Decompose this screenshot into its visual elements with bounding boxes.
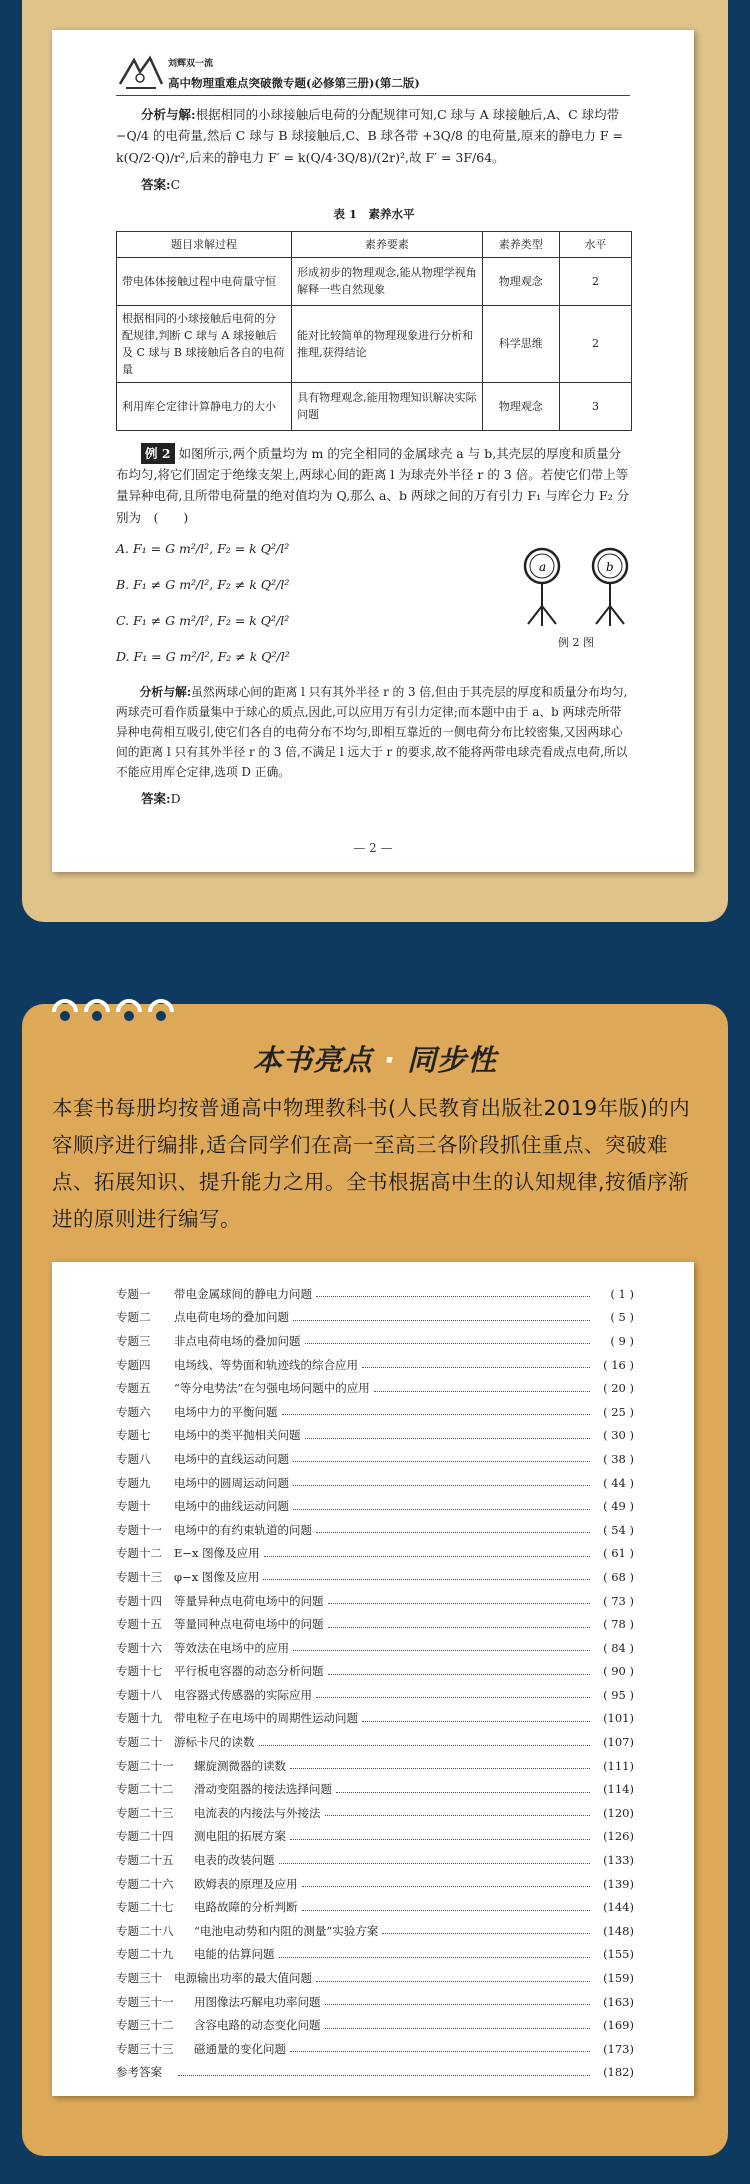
toc-entry <box>116 1306 634 1330</box>
toc-entry-number: 专题二十一 <box>116 1758 174 1773</box>
toc-entry-title: 螺旋测微器的读数 <box>194 1758 286 1773</box>
toc-leader-dots <box>290 1839 590 1840</box>
sphere-b-label: b <box>606 559 614 574</box>
toc-entry-title: 含容电路的动态变化问题 <box>194 2018 321 2033</box>
option-b: B. F₁ ≠ G m²/l², F₂ ≠ k Q²/l² <box>116 576 290 592</box>
toc-entry <box>116 1518 634 1542</box>
toc-entry-number: 专题三十一 <box>116 1994 174 2009</box>
table-cell: 根据相同的小球接触后电荷的分配规律,判断 C 球与 A 球接触后及 C 球与 B 球接触后各自的电荷量 <box>117 305 292 382</box>
example-2 <box>116 443 632 528</box>
toc-entry-number: 专题二十九 <box>116 1947 174 1962</box>
toc-entry-title: 用图像法巧解电功率问题 <box>194 1994 321 2009</box>
toc-entry <box>116 1612 634 1636</box>
table-cell: 具有物理观念,能用物理知识解决实际问题 <box>292 382 483 430</box>
toc-leader-dots <box>325 2028 591 2029</box>
analysis-text: 虽然两球心间的距离 l 只有其外半径 r 的 3 倍,但由于其壳层的厚度和质量分布均匀,两球壳可看作质量集中于球心的质点,因此,可以应用万有引力定律;而本题中由于 a、b 两球壳所带异种电荷相互吸引,使它们各自的电荷分布不均匀,即相互靠近的一侧电荷分布比较密集,又因两球心间的距离 l 只有其外半径 r 的 3 倍,不满足 l 远大于 r 的要求,故不能将两带电球壳看成点电荷,所以不能应用库仑定律,选项 D 正确。 <box>116 684 628 779</box>
toc-entry-title: 等量同种点电荷电场中的问题 <box>174 1617 324 1632</box>
toc-leader-dots <box>293 1509 590 1510</box>
toc-entry <box>116 1919 634 1943</box>
example-figure <box>516 536 636 636</box>
toc-entry-page: ( 38 ) <box>603 1451 634 1466</box>
toc-entry-title: 电场中的有约束轨道的问题 <box>174 1522 312 1537</box>
sphere-a-label: a <box>539 559 547 574</box>
toc-leader-dots <box>325 2004 591 2005</box>
toc-entry-page: (114) <box>603 1782 634 1797</box>
toc-entry-title: 等量异种点电荷电场中的问题 <box>174 1593 324 1608</box>
toc-entry <box>116 1990 634 2014</box>
toc-entry-title: 非点电荷电场的叠加问题 <box>174 1333 301 1348</box>
table-cell: 带电体体接触过程中电荷量守恒 <box>117 257 292 305</box>
page-number: — 2 — <box>353 841 393 855</box>
answer-1 <box>116 174 632 195</box>
toc-entry-page: ( 5 ) <box>610 1310 634 1325</box>
toc-entry <box>116 1542 634 1566</box>
toc-entry-title: φ−x 图像及应用 <box>174 1569 260 1584</box>
toc-leader-dots <box>293 1320 590 1321</box>
literacy-table <box>116 231 632 431</box>
table-cell: 2 <box>559 305 631 382</box>
toc-leader-dots <box>328 1627 591 1628</box>
toc-leader-dots <box>290 1768 590 1769</box>
toc-entry <box>116 1872 634 1896</box>
toc-entry-page: ( 16 ) <box>603 1357 634 1372</box>
toc-leader-dots <box>382 1933 590 1934</box>
section-intro: 本套书每册均按普通高中物理教科书(人民教育出版社2019年版)的内容顺序进行编排,适合同学们在高一至高三各阶段抓住重点、突破难点、拓展知识、提升能力之用。全书根据高中生的认知规律,按循序渐进的原则进行编写。 <box>52 1096 691 1231</box>
table-title: 表 1 素养水平 <box>333 207 415 221</box>
toc-entry <box>116 1683 634 1707</box>
analysis-label: 分析与解: <box>139 684 192 699</box>
toc-leader-dots <box>279 1863 591 1864</box>
toc-entry-page: (107) <box>603 1735 634 1750</box>
toc-entry-title: 电路故障的分析判断 <box>194 1900 298 1915</box>
toc-page <box>52 1262 694 2096</box>
toc-entry-page: (173) <box>603 2041 634 2056</box>
toc-entry-page: ( 25 ) <box>603 1404 634 1419</box>
toc-entry <box>116 2013 634 2037</box>
table-row <box>117 257 632 305</box>
toc-entry-title: 滑动变阻器的接法选择问题 <box>194 1782 332 1797</box>
toc-entry-number: 专题二 <box>116 1310 151 1325</box>
toc-leader-dots <box>263 1579 590 1580</box>
toc-entry-title: 磁通量的变化问题 <box>194 2041 286 2056</box>
toc-entry-page: (155) <box>603 1947 634 1962</box>
toc-entry <box>116 1825 634 1849</box>
toc-entry <box>116 1376 634 1400</box>
toc-entry-page: (159) <box>603 1971 634 1986</box>
toc-entry-number: 专题十 <box>116 1499 151 1514</box>
toc-leader-dots <box>264 1556 590 1557</box>
toc-entry-number: 专题十四 <box>116 1593 162 1608</box>
toc-entry-title: 游标卡尺的读数 <box>174 1735 255 1750</box>
table-cell: 能对比较简单的物理现象进行分析和推理,获得结论 <box>292 305 483 382</box>
toc-entry-number: 专题十六 <box>116 1640 162 1655</box>
toc-entry-number: 专题十二 <box>116 1546 162 1561</box>
table-cell: 物理观念 <box>482 257 559 305</box>
toc-entry <box>116 1471 634 1495</box>
toc-entry-number: 专题十一 <box>116 1522 162 1537</box>
toc-entry-page: (111) <box>603 1758 634 1773</box>
table-header: 素养要素 <box>292 231 483 257</box>
toc-entry <box>116 1494 634 1518</box>
toc-entry <box>116 1707 634 1731</box>
toc-entry-title: 电场中的圆周运动问题 <box>174 1475 289 1490</box>
toc-entry-page: ( 73 ) <box>603 1593 634 1608</box>
toc-entry <box>116 1400 634 1424</box>
toc-entry <box>116 1801 634 1825</box>
toc-entry-page: ( 20 ) <box>603 1381 634 1396</box>
toc-entry <box>116 1424 634 1448</box>
options-block <box>116 534 632 676</box>
section-title-main: 本书亮点 <box>252 1043 373 1077</box>
toc-entry <box>116 1282 634 1306</box>
table-cell: 利用库仑定律计算静电力的大小 <box>117 382 292 430</box>
option-c: C. F₁ ≠ G m²/l², F₂ = k Q²/l² <box>116 612 290 628</box>
toc-entry-number: 专题六 <box>116 1404 151 1419</box>
toc-leader-dots <box>302 1886 591 1887</box>
toc-entry-title: 电场中的曲线运动问题 <box>174 1499 289 1514</box>
toc-entry-number: 专题九 <box>116 1475 151 1490</box>
toc-entry-number: 专题二十七 <box>116 1900 174 1915</box>
table-cell: 科学思维 <box>482 305 559 382</box>
toc-entry-title: 电容器式传感器的实际应用 <box>174 1687 312 1702</box>
toc-leader-dots <box>328 1603 591 1604</box>
toc-entry-number: 专题二十八 <box>116 1923 174 1938</box>
toc-entry-page: ( 68 ) <box>603 1569 634 1584</box>
toc-entry-number: 专题五 <box>116 1381 151 1396</box>
analysis-paragraph-2 <box>116 682 632 782</box>
toc-leader-dots <box>316 1296 590 1297</box>
table-cell: 物理观念 <box>482 382 559 430</box>
page-header <box>116 54 630 96</box>
toc-leader-dots <box>282 1414 591 1415</box>
toc-entry-title: “电池电动势和内阻的测量”实验方案 <box>194 1923 379 1938</box>
logo-icon <box>116 54 166 92</box>
toc-entry-title: 电场中的类平抛相关问题 <box>174 1428 301 1443</box>
answer-label: 答案: <box>141 791 171 807</box>
toc-entry <box>116 1966 634 1990</box>
toc-entry-number: 专题二十四 <box>116 1829 174 1844</box>
toc-entry-title: 等效法在电场中的应用 <box>174 1640 289 1655</box>
answer-value: D <box>170 791 181 807</box>
toc-entry-page: ( 78 ) <box>603 1617 634 1632</box>
answer-value: C <box>170 176 181 192</box>
toc-leader-dots <box>290 2051 590 2052</box>
toc-leader-dots <box>293 1461 590 1462</box>
toc-leader-dots <box>374 1391 590 1392</box>
toc-entry <box>116 1329 634 1353</box>
toc-leader-dots <box>336 1792 590 1793</box>
toc-entry-number: 专题二十三 <box>116 1805 174 1820</box>
binder-rings-icon <box>48 984 178 1030</box>
toc-leader-dots <box>305 1343 591 1344</box>
toc-entry <box>116 1730 634 1754</box>
example-text: 如图所示,两个质量均为 m 的完全相同的金属球壳 a 与 b,其壳层的厚度和质量分布均匀,将它们固定于绝缘支架上,两球心间的距离 l 为球壳外半径 r 的 3 倍。若使它们带上等量异种电荷,且所带电荷量的绝对值均为 Q,那么 a、b 两球之间的万有引力 F₁ 与库仑力 F₂ 分别为 <box>116 445 630 525</box>
toc-entry-number: 专题十八 <box>116 1687 162 1702</box>
option-a: A. F₁ = G m²/l², F₂ = k Q²/l² <box>116 540 290 556</box>
toc-entry-number: 专题三十二 <box>116 2018 174 2033</box>
toc-entry <box>116 1589 634 1613</box>
toc-entry-title: 电能的估算问题 <box>194 1947 275 1962</box>
toc-entry-number: 专题三十 <box>116 1971 162 1986</box>
toc-entry-number: 专题三 <box>116 1333 151 1348</box>
toc-leader-dots <box>293 1650 590 1651</box>
table-cell: 形成初步的物理观念,能从物理学视角解释一些自然现象 <box>292 257 483 305</box>
toc-entry <box>116 1660 634 1684</box>
toc-entry-title: E−x 图像及应用 <box>174 1546 260 1561</box>
toc-entry-page: ( 90 ) <box>603 1664 634 1679</box>
table-header-row <box>117 231 632 257</box>
toc-entry-title: 带电金属球间的静电力问题 <box>174 1286 312 1301</box>
toc-leader-dots <box>362 1367 590 1368</box>
table-of-contents <box>116 1282 634 2084</box>
toc-entry-title: 带电粒子在电场中的周期性运动问题 <box>174 1711 358 1726</box>
toc-entry-page: ( 61 ) <box>603 1546 634 1561</box>
toc-entry-title: 电场线、等势面和轨迹线的综合应用 <box>174 1357 358 1372</box>
toc-entry-title: “等分电势法”在匀强电场问题中的应用 <box>174 1381 370 1396</box>
table-row <box>117 382 632 430</box>
toc-entry-number: 专题八 <box>116 1451 151 1466</box>
analysis-label: 分析与解: <box>141 107 196 122</box>
toc-entry <box>116 1777 634 1801</box>
toc-entry <box>116 1353 634 1377</box>
toc-entry-page: (133) <box>603 1853 634 1868</box>
toc-entry-number: 专题四 <box>116 1357 151 1372</box>
toc-entry-page: (148) <box>603 1923 634 1938</box>
toc-entry-page: (163) <box>603 1994 634 2009</box>
toc-entry-page: ( 30 ) <box>603 1428 634 1443</box>
toc-leader-dots <box>316 1981 590 1982</box>
toc-entry-page: (139) <box>603 1876 634 1891</box>
toc-entry-page: (169) <box>603 2018 634 2033</box>
toc-entry-title: 电源输出功率的最大值问题 <box>174 1971 312 1986</box>
analysis-paragraph-1 <box>116 104 632 168</box>
toc-entry-number: 专题十三 <box>116 1569 162 1584</box>
toc-entry-page: ( 54 ) <box>603 1522 634 1537</box>
toc-entry-number: 专题十五 <box>116 1617 162 1632</box>
option-d: D. F₁ = G m²/l², F₂ ≠ k Q²/l² <box>116 648 290 664</box>
toc-leader-dots <box>259 1745 591 1746</box>
toc-entry-number: 专题二十 <box>116 1735 162 1750</box>
toc-entry <box>116 1943 634 1967</box>
toc-entry-page: ( 84 ) <box>603 1640 634 1655</box>
toc-entry-number: 专题二十五 <box>116 1853 174 1868</box>
answer-parentheses: ( ) <box>153 509 189 525</box>
toc-entry-page: ( 1 ) <box>610 1286 634 1301</box>
toc-entry-number: 专题十九 <box>116 1711 162 1726</box>
answer-2 <box>116 788 632 809</box>
toc-entry-title: 电场中的直线运动问题 <box>174 1451 289 1466</box>
toc-entry-number: 专题十七 <box>116 1664 162 1679</box>
section-title <box>22 1038 728 1079</box>
toc-entry-page: (120) <box>603 1805 634 1820</box>
toc-entry-title: 欧姆表的原理及应用 <box>194 1876 298 1891</box>
table-row <box>117 305 632 382</box>
table-cell: 3 <box>559 382 631 430</box>
brand-name: 刘辉双一流 <box>168 59 214 69</box>
toc-entry-title: 点电荷电场的叠加问题 <box>174 1310 289 1325</box>
table-header: 题目求解过程 <box>117 231 292 257</box>
toc-entry-number: 专题三十三 <box>116 2041 174 2056</box>
toc-entry <box>116 1895 634 1919</box>
toc-entry <box>116 2061 634 2085</box>
toc-entry-page: ( 9 ) <box>610 1333 634 1348</box>
toc-leader-dots <box>293 1485 590 1486</box>
toc-entry <box>116 2037 634 2061</box>
toc-leader-dots <box>178 2075 590 2076</box>
toc-entry-title: 平行板电容器的动态分析问题 <box>174 1664 324 1679</box>
toc-entry <box>116 1848 634 1872</box>
toc-entry <box>116 1636 634 1660</box>
section-title-separator: · <box>383 1043 397 1077</box>
sample-page <box>52 30 694 872</box>
toc-entry-number: 参考答案 <box>116 2065 162 2080</box>
toc-leader-dots <box>302 1910 591 1911</box>
answer-label: 答案: <box>141 176 171 192</box>
analysis-text: 根据相同的小球接触后电荷的分配规律可知,C 球与 A 球接触后,A、C 球均带 −Q/4 的电荷量,然后 C 球与 B 球接触后,C、B 球各带 +3Q/8 的电荷量,原来的静电力 F = k(Q/2·Q)/r²,后来的静电力 F′ = k(Q/4·3Q/8)/(2r)²,故 F′ = 3F/64。 <box>116 107 624 165</box>
toc-entry-number: 专题二十二 <box>116 1782 174 1797</box>
toc-entry-page: (126) <box>603 1829 634 1844</box>
toc-leader-dots <box>316 1697 590 1698</box>
toc-entry-page: ( 95 ) <box>603 1687 634 1702</box>
toc-leader-dots <box>328 1674 591 1675</box>
toc-leader-dots <box>305 1438 591 1439</box>
toc-entry-page: ( 44 ) <box>603 1475 634 1490</box>
figure-caption: 例 2 图 <box>558 635 594 649</box>
toc-entry-number: 专题一 <box>116 1286 151 1301</box>
section-title-sub: 同步性 <box>407 1043 498 1077</box>
toc-leader-dots <box>362 1721 590 1722</box>
toc-entry-number: 专题二十六 <box>116 1876 174 1891</box>
toc-entry <box>116 1754 634 1778</box>
table-header: 水平 <box>559 231 631 257</box>
toc-entry-number: 专题七 <box>116 1428 151 1443</box>
toc-leader-dots <box>316 1532 590 1533</box>
example-tag: 例 2 <box>141 443 175 464</box>
toc-entry-title: 电场中力的平衡问题 <box>174 1404 278 1419</box>
toc-entry-page: (101) <box>603 1711 634 1726</box>
page-body <box>116 104 632 815</box>
toc-entry-title: 电流表的内接法与外接法 <box>194 1805 321 1820</box>
sphere-a <box>525 549 559 626</box>
toc-leader-dots <box>279 1957 591 1958</box>
toc-entry-page: (144) <box>603 1900 634 1915</box>
toc-entry-title: 电表的改装问题 <box>194 1853 275 1868</box>
table-cell: 2 <box>559 257 631 305</box>
toc-entry-page: (182) <box>603 2065 634 2080</box>
toc-entry <box>116 1447 634 1471</box>
toc-entry-title: 测电阻的拓展方案 <box>194 1829 286 1844</box>
book-series-title: 高中物理重难点突破微专题(必修第三册)(第二版) <box>168 76 420 90</box>
toc-entry <box>116 1565 634 1589</box>
toc-entry-page: ( 49 ) <box>603 1499 634 1514</box>
toc-leader-dots <box>325 1815 591 1816</box>
table-header: 素养类型 <box>482 231 559 257</box>
sphere-b <box>593 549 627 626</box>
